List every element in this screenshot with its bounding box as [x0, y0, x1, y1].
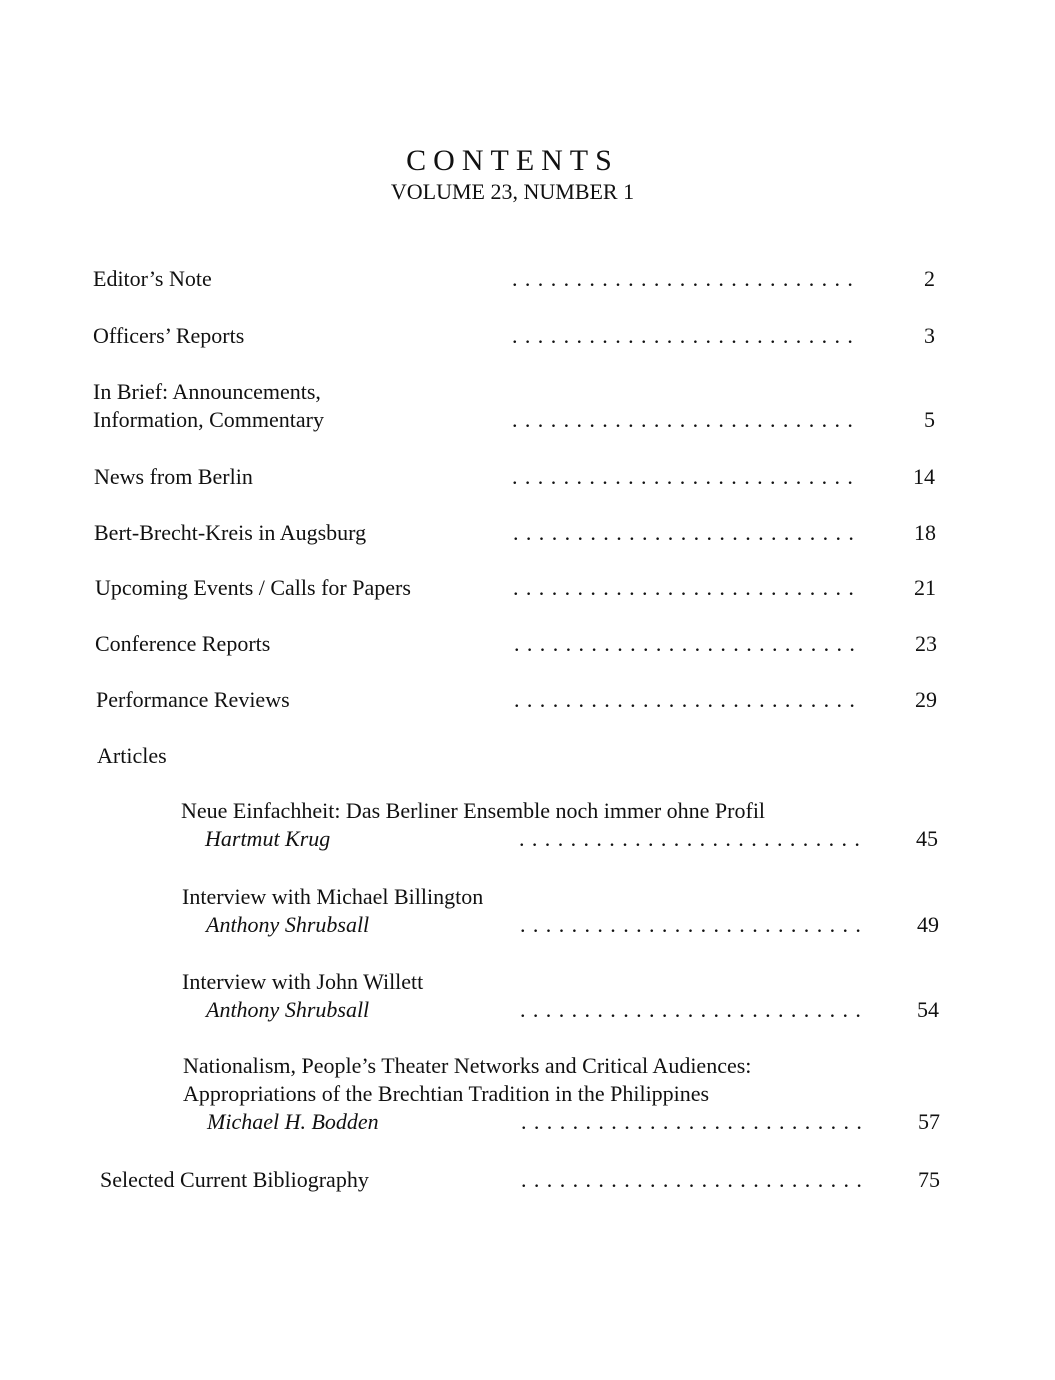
toc-entry-news-from-berlin[interactable] [94, 463, 253, 491]
article-title-line2: Appropriations of the Brechtian Tradition in the Philippines [183, 1081, 710, 1106]
dot-leader: ........................... [512, 323, 861, 348]
page-number: 23 [915, 631, 937, 656]
page-number: 3 [924, 323, 935, 348]
toc-entry-bibliography[interactable] [100, 1166, 369, 1194]
page-number: 21 [914, 575, 936, 600]
page-number: 18 [914, 520, 936, 545]
dot-leader: ........................... [512, 464, 861, 489]
page-number: 54 [917, 997, 939, 1022]
toc-entry-label: Editor’s Note [93, 266, 212, 291]
page-number: 5 [924, 407, 935, 432]
toc-entry-conference-reports[interactable] [95, 630, 270, 658]
section-label: Articles [97, 743, 167, 768]
toc-entry-label: Officers’ Reports [93, 323, 245, 348]
toc-section-articles [97, 742, 167, 770]
toc-entry-label: Conference Reports [95, 631, 271, 656]
toc-article-willett-interview[interactable] [182, 968, 423, 1024]
toc-entry-officers-reports[interactable] [93, 322, 244, 350]
article-title: Interview with Michael Billington [182, 884, 484, 909]
dot-leader: ........................... [514, 687, 863, 712]
dot-leader: ........................... [514, 631, 863, 656]
dot-leader: ........................... [520, 997, 869, 1022]
page-number: 14 [913, 464, 935, 489]
dot-leader: ........................... [520, 912, 869, 937]
toc-entry-label-line1: In Brief: Announcements, [93, 379, 321, 404]
article-author: Hartmut Krug [205, 826, 331, 851]
page-number: 45 [916, 826, 938, 851]
toc-entry-upcoming-events[interactable] [95, 574, 411, 602]
toc-entry-label: News from Berlin [94, 464, 253, 489]
toc-entry-editors-note[interactable] [93, 265, 212, 293]
toc-entry-label: Selected Current Bibliography [100, 1167, 369, 1192]
toc-entry-bert-brecht-kreis[interactable] [94, 519, 366, 547]
page-title: CONTENTS [406, 144, 619, 177]
page-number: 57 [918, 1109, 940, 1134]
article-author: Anthony Shrubsall [206, 997, 370, 1022]
page-number: 75 [918, 1167, 940, 1192]
dot-leader: ........................... [513, 575, 862, 600]
dot-leader: ........................... [521, 1167, 870, 1192]
toc-article-billington-interview[interactable] [182, 883, 483, 939]
article-title: Neue Einfachheit: Das Berliner Ensemble noch immer ohne Profil [181, 798, 766, 823]
dot-leader: ........................... [512, 407, 861, 432]
toc-entry-label: Bert-Brecht-Kreis in Augsburg [94, 520, 367, 545]
toc-entry-label: Upcoming Events / Calls for Papers [95, 575, 411, 600]
article-author: Anthony Shrubsall [206, 912, 370, 937]
toc-entry-performance-reviews[interactable] [96, 686, 290, 714]
dot-leader: ........................... [521, 1109, 870, 1134]
contents-heading [0, 143, 1025, 205]
dot-leader: ........................... [513, 520, 862, 545]
article-title-line1: Nationalism, People’s Theater Networks and Critical Audiences: [183, 1053, 752, 1078]
article-author: Michael H. Bodden [207, 1109, 379, 1134]
toc-entry-label-line2: Information, Commentary [93, 407, 324, 432]
page-number: 49 [917, 912, 939, 937]
volume-number: VOLUME 23, NUMBER 1 [390, 179, 635, 204]
dot-leader: ........................... [512, 266, 861, 291]
page-number: 29 [915, 687, 937, 712]
toc-entry-label: Performance Reviews [96, 687, 290, 712]
toc-entry-in-brief[interactable] [93, 378, 324, 434]
dot-leader: ........................... [519, 826, 868, 851]
page-number: 2 [924, 266, 935, 291]
article-title: Interview with John Willett [182, 969, 424, 994]
